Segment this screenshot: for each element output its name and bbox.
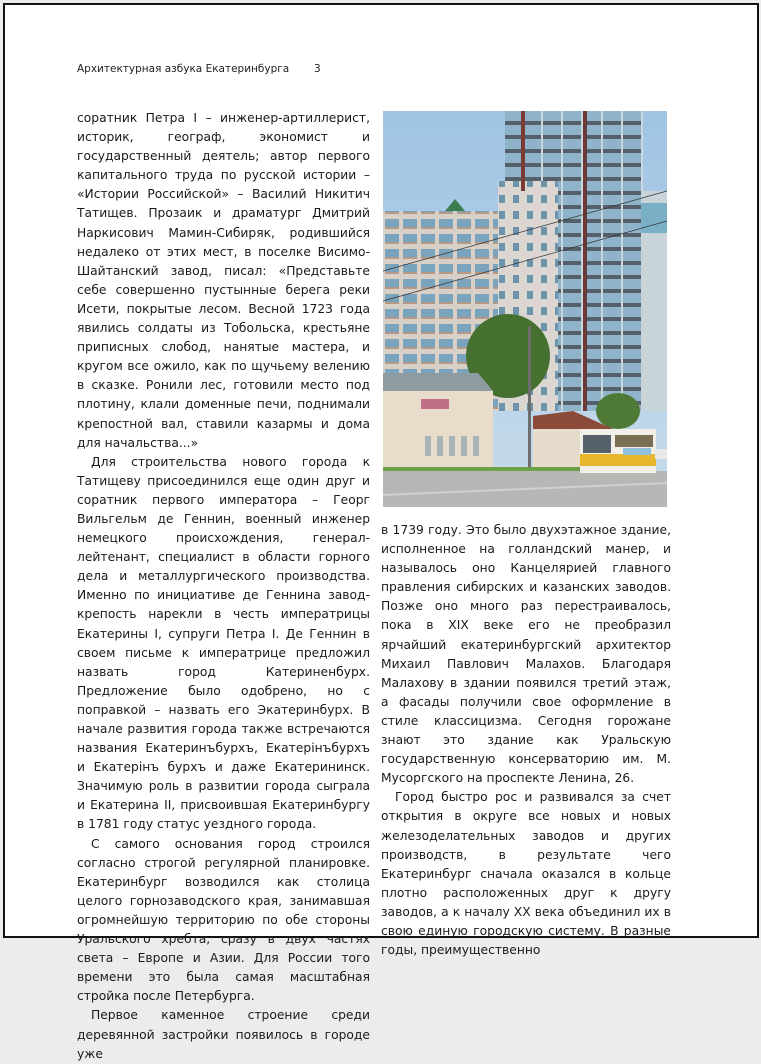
running-title: Архитектурная азбука Екатеринбурга <box>77 63 290 75</box>
page-number: 3 <box>314 63 321 75</box>
paragraph: Первое каменное строение среди деревянной застройки появилось в городе уже <box>77 1008 370 1061</box>
paragraph: соратник Петра I – инженер-артиллерист, историк, географ, экономист и государственный деятель; автор первого капитального труда по русской истории – «Истории Российской» – Василий Никитич Татищев. Прозаик и драматург Дмитрий Наркисович Мамин-Сибиряк, родившийся недалеко от этих мест, в поселке Висимо-Шайтанский завод, писал: «Представьте себе совершенно пустынные берега реки Исети, покрытые лесом. Весной 1723 года явились солдаты из Тобольска, крестьяне приписных слобод, нанятые мастера, и кругом все ожило, как по щучьему велению в сказке. Ронили лес, готовили место под плотину, клали доменные печи, поднимали крепостной вал, ставили казармы и дома для начальства...» <box>77 111 370 450</box>
photo-illustration-icon <box>383 111 667 507</box>
paragraph: С самого основания город строился согласно строгой регулярной планировке. Екатеринбург возводился как столица целого горнозаводского края, занимавшая огромнейшую территорию по обе стороны Уральского хребта, сразу в двух частях света – Европе и Азии. Для России того времени это была самая масштабная стройка после Петербурга. <box>77 836 370 1004</box>
paragraph: Город быстро рос и развивался за счет открытия в округе все новых и новых железоделательных заводов и других производств, в результате чего Екатеринбург сначала оказался в кольце плотно расположенных друг к другу заводов, а к началу XX века объединил их в свою единую городскую систему. В разные годы, преимущественно <box>381 790 671 958</box>
left-text-column <box>77 109 370 1064</box>
right-text-column <box>381 521 671 960</box>
city-street-photo <box>383 111 667 507</box>
paragraph: Для строительства нового города к Татищеву присоединился еще один друг и соратник первого императора – Георг Вильгельм де Геннин, военный инженер немецкого происхождения, генерал-лейтенант, специалист в области горного дела и металлургического производства. Именно по инициативе де Геннина завод-крепость нарекли в честь императрицы Екатерины I, супруги Петра I. Де Геннин в своем письме к императрице предложил назвать город Катериненбурх. Предложение было одобрено, но с поправкой – назвать его Экатеринбурх. В начале развития города также встречаются названия Екатеринъбурхъ, Екатерінъбурхъ и Екатерінъ бурхъ и даже Екатерининск. Значимую роль в развитии города сыграла и Екатерина II, присвоившая Екатеринбургу в 1781 году статус уездного города. <box>77 454 370 832</box>
paragraph: в 1739 году. Это было двухэтажное здание, исполненное на голландский манер, и называлось оно Канцелярией главного правления сибирских и казанских заводов. Позже оно много раз перестраивалось, пока в XIX веке его не преобразил ярчайший екатеринбургский архитектор Михаил Павлович Малахов. Благодаря Малахову в здании появился третий этаж, а фасады получили свое оформление в стиле классицизма. Сегодня горожане знают это здание как Уральскую государственную консерваторию им. М. Мусоргского на проспекте Ленина, 26. <box>381 523 671 786</box>
